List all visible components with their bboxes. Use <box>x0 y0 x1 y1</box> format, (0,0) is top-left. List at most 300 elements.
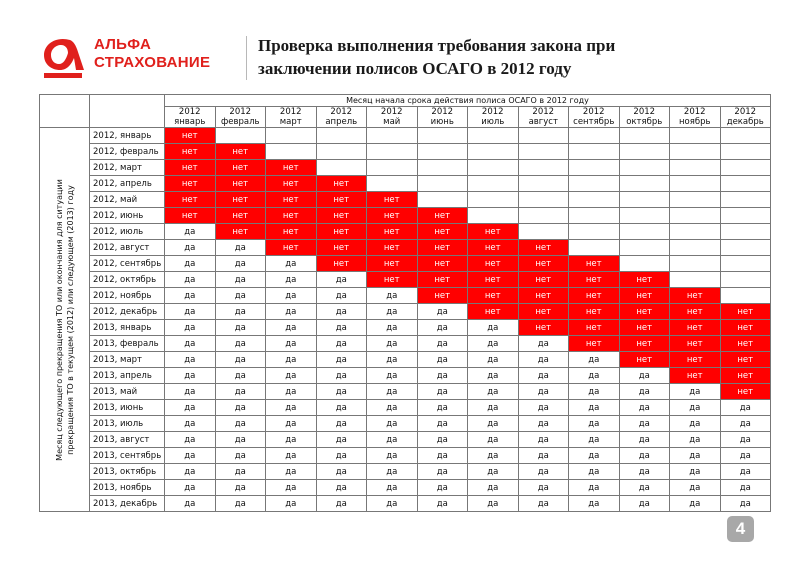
cell-empty <box>670 144 721 160</box>
cell-yes: да <box>266 368 317 384</box>
cell-yes: да <box>316 384 367 400</box>
cell-yes: да <box>266 256 317 272</box>
cell-yes: да <box>215 448 266 464</box>
cell-no: нет <box>720 304 771 320</box>
cell-no: нет <box>316 192 367 208</box>
cell-yes: да <box>518 336 569 352</box>
cell-yes: да <box>165 480 216 496</box>
cell-empty <box>720 256 771 272</box>
cell-no: нет <box>720 336 771 352</box>
cell-yes: да <box>316 496 367 512</box>
cell-yes: да <box>468 496 519 512</box>
cell-no: нет <box>417 272 468 288</box>
cell-yes: да <box>165 256 216 272</box>
cell-yes: да <box>367 336 418 352</box>
cell-yes: да <box>720 480 771 496</box>
cell-yes: да <box>165 320 216 336</box>
cell-yes: да <box>720 448 771 464</box>
column-header-year: 2012 <box>380 107 403 117</box>
cell-yes: да <box>417 304 468 320</box>
cell-yes: да <box>670 416 721 432</box>
cell-no: нет <box>468 272 519 288</box>
cell-yes: да <box>266 400 317 416</box>
cell-yes: да <box>215 384 266 400</box>
cell-empty <box>367 160 418 176</box>
table-row <box>40 272 771 288</box>
table-row <box>40 400 771 416</box>
table-corner-cell <box>90 95 165 128</box>
row-label: 2013, июль <box>90 416 165 432</box>
cell-yes: да <box>316 368 367 384</box>
row-label: 2012, июль <box>90 224 165 240</box>
cell-empty <box>569 128 620 144</box>
cell-yes: да <box>518 432 569 448</box>
column-header-year: 2012 <box>683 107 706 117</box>
cell-yes: да <box>316 304 367 320</box>
cell-yes: да <box>165 224 216 240</box>
cell-yes: да <box>215 464 266 480</box>
cell-empty <box>720 288 771 304</box>
column-header-year: 2012 <box>633 107 656 117</box>
cell-empty <box>468 144 519 160</box>
column-header-4 <box>367 107 418 128</box>
cell-empty <box>619 208 670 224</box>
cell-empty <box>670 192 721 208</box>
cell-yes: да <box>367 448 418 464</box>
cell-yes: да <box>468 352 519 368</box>
cell-no: нет <box>367 240 418 256</box>
cell-yes: да <box>468 336 519 352</box>
cell-no: нет <box>165 208 216 224</box>
cell-yes: да <box>316 448 367 464</box>
cell-empty <box>619 224 670 240</box>
cell-yes: да <box>266 336 317 352</box>
cell-yes: да <box>468 320 519 336</box>
cell-yes: да <box>417 464 468 480</box>
table-row <box>40 336 771 352</box>
column-header-7 <box>518 107 569 128</box>
cell-no: нет <box>417 256 468 272</box>
table-row <box>40 144 771 160</box>
cell-empty <box>619 256 670 272</box>
row-label: 2012, январь <box>90 128 165 144</box>
cell-yes: да <box>316 432 367 448</box>
cell-no: нет <box>316 256 367 272</box>
cell-empty <box>569 192 620 208</box>
osago-check-table <box>39 94 771 512</box>
cell-no: нет <box>367 208 418 224</box>
cell-yes: да <box>670 464 721 480</box>
cell-no: нет <box>518 288 569 304</box>
cell-yes: да <box>417 448 468 464</box>
cell-yes: да <box>266 288 317 304</box>
cell-yes: да <box>316 416 367 432</box>
cell-yes: да <box>468 480 519 496</box>
cell-empty <box>417 128 468 144</box>
cell-no: нет <box>569 304 620 320</box>
cell-empty <box>468 208 519 224</box>
cell-empty <box>468 160 519 176</box>
column-header-2 <box>266 107 317 128</box>
column-header-year: 2012 <box>582 107 605 117</box>
cell-no: нет <box>569 272 620 288</box>
cell-no: нет <box>165 144 216 160</box>
cell-yes: да <box>518 384 569 400</box>
column-header-month: октябрь <box>626 117 663 127</box>
column-header-month: апрель <box>325 117 358 127</box>
column-header-month: июль <box>481 117 505 127</box>
cell-yes: да <box>215 272 266 288</box>
cell-yes: да <box>417 416 468 432</box>
table-row <box>40 448 771 464</box>
cell-yes: да <box>215 416 266 432</box>
cell-yes: да <box>619 384 670 400</box>
cell-no: нет <box>266 224 317 240</box>
row-label: 2013, февраль <box>90 336 165 352</box>
cell-empty <box>720 176 771 192</box>
cell-empty <box>367 128 418 144</box>
cell-yes: да <box>619 400 670 416</box>
cell-yes: да <box>367 304 418 320</box>
cell-empty <box>670 224 721 240</box>
cell-no: нет <box>215 160 266 176</box>
cell-yes: да <box>518 352 569 368</box>
cell-yes: да <box>266 416 317 432</box>
cell-empty <box>720 208 771 224</box>
cell-yes: да <box>619 368 670 384</box>
row-label: 2012, ноябрь <box>90 288 165 304</box>
cell-yes: да <box>316 288 367 304</box>
cell-yes: да <box>165 304 216 320</box>
table-row <box>40 240 771 256</box>
cell-no: нет <box>468 304 519 320</box>
cell-yes: да <box>215 368 266 384</box>
cell-yes: да <box>518 416 569 432</box>
table-row <box>40 464 771 480</box>
column-header-month: июнь <box>430 117 454 127</box>
cell-empty <box>417 192 468 208</box>
cell-yes: да <box>569 448 620 464</box>
cell-yes: да <box>417 384 468 400</box>
row-label: 2013, август <box>90 432 165 448</box>
cell-yes: да <box>417 480 468 496</box>
cell-empty <box>670 160 721 176</box>
cell-yes: да <box>518 400 569 416</box>
column-header-5 <box>417 107 468 128</box>
cell-yes: да <box>670 400 721 416</box>
column-header-11 <box>720 107 771 128</box>
row-label: 2013, май <box>90 384 165 400</box>
cell-yes: да <box>417 368 468 384</box>
column-header-year: 2012 <box>229 107 252 117</box>
cell-yes: да <box>720 416 771 432</box>
cell-yes: да <box>266 464 317 480</box>
cell-yes: да <box>468 384 519 400</box>
row-label: 2012, февраль <box>90 144 165 160</box>
cell-no: нет <box>417 208 468 224</box>
cell-yes: да <box>720 496 771 512</box>
cell-yes: да <box>316 352 367 368</box>
cell-no: нет <box>670 368 721 384</box>
cell-yes: да <box>569 384 620 400</box>
cell-empty <box>417 144 468 160</box>
cell-yes: да <box>165 400 216 416</box>
cell-empty <box>619 144 670 160</box>
cell-yes: да <box>266 320 317 336</box>
cell-empty <box>367 144 418 160</box>
row-label: 2012, декабрь <box>90 304 165 320</box>
cell-yes: да <box>367 432 418 448</box>
cell-yes: да <box>165 416 216 432</box>
cell-yes: да <box>266 496 317 512</box>
cell-yes: да <box>165 368 216 384</box>
column-header-3 <box>316 107 367 128</box>
cell-no: нет <box>316 224 367 240</box>
cell-yes: да <box>670 432 721 448</box>
cell-no: нет <box>670 304 721 320</box>
cell-yes: да <box>720 400 771 416</box>
company-logo <box>22 32 237 84</box>
table-row <box>40 480 771 496</box>
cell-yes: да <box>619 480 670 496</box>
column-header-month: сентябрь <box>573 117 615 127</box>
row-label: 2013, июнь <box>90 400 165 416</box>
cell-no: нет <box>468 288 519 304</box>
cell-no: нет <box>468 224 519 240</box>
row-label: 2013, сентябрь <box>90 448 165 464</box>
cell-no: нет <box>518 320 569 336</box>
cell-no: нет <box>417 240 468 256</box>
cell-yes: да <box>367 464 418 480</box>
cell-yes: да <box>165 352 216 368</box>
cell-empty <box>518 128 569 144</box>
cell-empty <box>720 160 771 176</box>
cell-empty <box>215 128 266 144</box>
cell-empty <box>518 192 569 208</box>
cell-empty <box>670 272 721 288</box>
cell-no: нет <box>367 272 418 288</box>
row-label: 2012, март <box>90 160 165 176</box>
table-row <box>40 160 771 176</box>
row-label: 2013, октябрь <box>90 464 165 480</box>
column-header-year: 2012 <box>279 107 302 117</box>
cell-empty <box>670 208 721 224</box>
cell-yes: да <box>417 432 468 448</box>
cell-yes: да <box>316 400 367 416</box>
cell-yes: да <box>266 352 317 368</box>
cell-no: нет <box>518 304 569 320</box>
cell-empty <box>569 176 620 192</box>
row-label: 2012, август <box>90 240 165 256</box>
cell-no: нет <box>518 240 569 256</box>
cell-yes: да <box>316 336 367 352</box>
cell-no: нет <box>670 336 721 352</box>
cell-yes: да <box>266 480 317 496</box>
cell-no: нет <box>518 272 569 288</box>
cell-empty <box>468 192 519 208</box>
cell-empty <box>670 128 721 144</box>
cell-yes: да <box>316 320 367 336</box>
cell-yes: да <box>215 336 266 352</box>
cell-empty <box>619 128 670 144</box>
cell-no: нет <box>569 256 620 272</box>
cell-yes: да <box>266 272 317 288</box>
cell-empty <box>316 128 367 144</box>
cell-no: нет <box>367 224 418 240</box>
cell-empty <box>468 176 519 192</box>
cell-no: нет <box>720 368 771 384</box>
column-header-month: август <box>528 117 558 127</box>
row-label: 2012, июнь <box>90 208 165 224</box>
cell-empty <box>720 224 771 240</box>
cell-no: нет <box>215 144 266 160</box>
cell-no: нет <box>670 288 721 304</box>
row-label: 2013, апрель <box>90 368 165 384</box>
cell-empty <box>619 240 670 256</box>
cell-yes: да <box>316 480 367 496</box>
column-header-0 <box>165 107 216 128</box>
row-label: 2012, октябрь <box>90 272 165 288</box>
table-row <box>40 304 771 320</box>
cell-no: нет <box>468 240 519 256</box>
cell-yes: да <box>670 384 721 400</box>
cell-yes: да <box>619 448 670 464</box>
page-number-badge: 4 <box>727 516 754 542</box>
column-header-year: 2012 <box>431 107 454 117</box>
cell-empty <box>720 192 771 208</box>
cell-no: нет <box>518 256 569 272</box>
cell-no: нет <box>165 160 216 176</box>
column-header-month: ноябрь <box>678 117 711 127</box>
cell-yes: да <box>367 400 418 416</box>
cell-empty <box>720 240 771 256</box>
slide-title: Проверка выполнения требования закона при заключении полисов ОСАГО в 2012 году <box>258 36 616 78</box>
cell-empty <box>316 160 367 176</box>
cell-no: нет <box>266 208 317 224</box>
cell-yes: да <box>518 496 569 512</box>
column-header-6 <box>468 107 519 128</box>
cell-no: нет <box>165 192 216 208</box>
cell-empty <box>316 144 367 160</box>
cell-yes: да <box>619 432 670 448</box>
table-row <box>40 288 771 304</box>
cell-yes: да <box>518 464 569 480</box>
column-header-year: 2012 <box>481 107 504 117</box>
logo-text-line1: АЛЬФА <box>94 36 152 53</box>
cell-empty <box>468 128 519 144</box>
cell-empty <box>619 192 670 208</box>
cell-yes: да <box>720 464 771 480</box>
cell-yes: да <box>215 432 266 448</box>
cell-no: нет <box>215 208 266 224</box>
cell-no: нет <box>619 352 670 368</box>
column-header-year: 2012 <box>532 107 555 117</box>
cell-yes: да <box>165 240 216 256</box>
cell-yes: да <box>165 272 216 288</box>
cell-yes: да <box>569 496 620 512</box>
cell-empty <box>518 208 569 224</box>
cell-yes: да <box>215 400 266 416</box>
cell-empty <box>569 240 620 256</box>
cell-no: нет <box>670 320 721 336</box>
cell-no: нет <box>215 176 266 192</box>
cell-empty <box>670 240 721 256</box>
cell-yes: да <box>316 464 367 480</box>
cell-yes: да <box>670 480 721 496</box>
cell-no: нет <box>619 320 670 336</box>
cell-yes: да <box>165 464 216 480</box>
cell-yes: да <box>215 496 266 512</box>
cell-no: нет <box>266 192 317 208</box>
cell-no: нет <box>468 256 519 272</box>
cell-empty <box>518 144 569 160</box>
cell-no: нет <box>619 336 670 352</box>
cell-yes: да <box>215 288 266 304</box>
cell-yes: да <box>215 480 266 496</box>
column-header-month: декабрь <box>726 117 764 127</box>
cell-yes: да <box>569 480 620 496</box>
cell-yes: да <box>417 496 468 512</box>
cell-no: нет <box>266 240 317 256</box>
table-corner-cell <box>40 95 90 128</box>
cell-empty <box>720 128 771 144</box>
column-header-month: январь <box>174 117 206 127</box>
cell-empty <box>518 160 569 176</box>
cell-yes: да <box>569 432 620 448</box>
cell-no: нет <box>316 240 367 256</box>
cell-yes: да <box>670 496 721 512</box>
cell-no: нет <box>670 352 721 368</box>
cell-yes: да <box>165 288 216 304</box>
cell-empty <box>367 176 418 192</box>
table-row <box>40 432 771 448</box>
cell-no: нет <box>417 288 468 304</box>
cell-yes: да <box>468 416 519 432</box>
cell-empty <box>619 160 670 176</box>
cell-empty <box>569 160 620 176</box>
cell-yes: да <box>518 448 569 464</box>
cell-no: нет <box>569 336 620 352</box>
table-row <box>40 208 771 224</box>
cell-yes: да <box>367 368 418 384</box>
table-row <box>40 496 771 512</box>
row-group-header <box>40 128 90 512</box>
column-header-8 <box>569 107 620 128</box>
cell-no: нет <box>266 160 317 176</box>
cell-yes: да <box>569 352 620 368</box>
row-group-header-text: Месяц следующего прекращения ТО или окончания для ситуации прекращения ТО в текущем (2012) или следующем (2013) году <box>54 178 75 461</box>
cell-yes: да <box>367 384 418 400</box>
cell-no: нет <box>215 192 266 208</box>
cell-no: нет <box>619 272 670 288</box>
cell-yes: да <box>367 416 418 432</box>
column-header-1 <box>215 107 266 128</box>
cell-yes: да <box>619 496 670 512</box>
column-header-month: март <box>279 117 302 127</box>
cell-empty <box>266 128 317 144</box>
cell-yes: да <box>417 336 468 352</box>
header-divider <box>246 36 247 80</box>
table-row <box>40 224 771 240</box>
cell-yes: да <box>266 432 317 448</box>
cell-empty <box>417 176 468 192</box>
cell-no: нет <box>569 320 620 336</box>
cell-yes: да <box>619 416 670 432</box>
cell-empty <box>569 208 620 224</box>
row-label: 2013, март <box>90 352 165 368</box>
cell-empty <box>670 256 721 272</box>
table-row <box>40 352 771 368</box>
